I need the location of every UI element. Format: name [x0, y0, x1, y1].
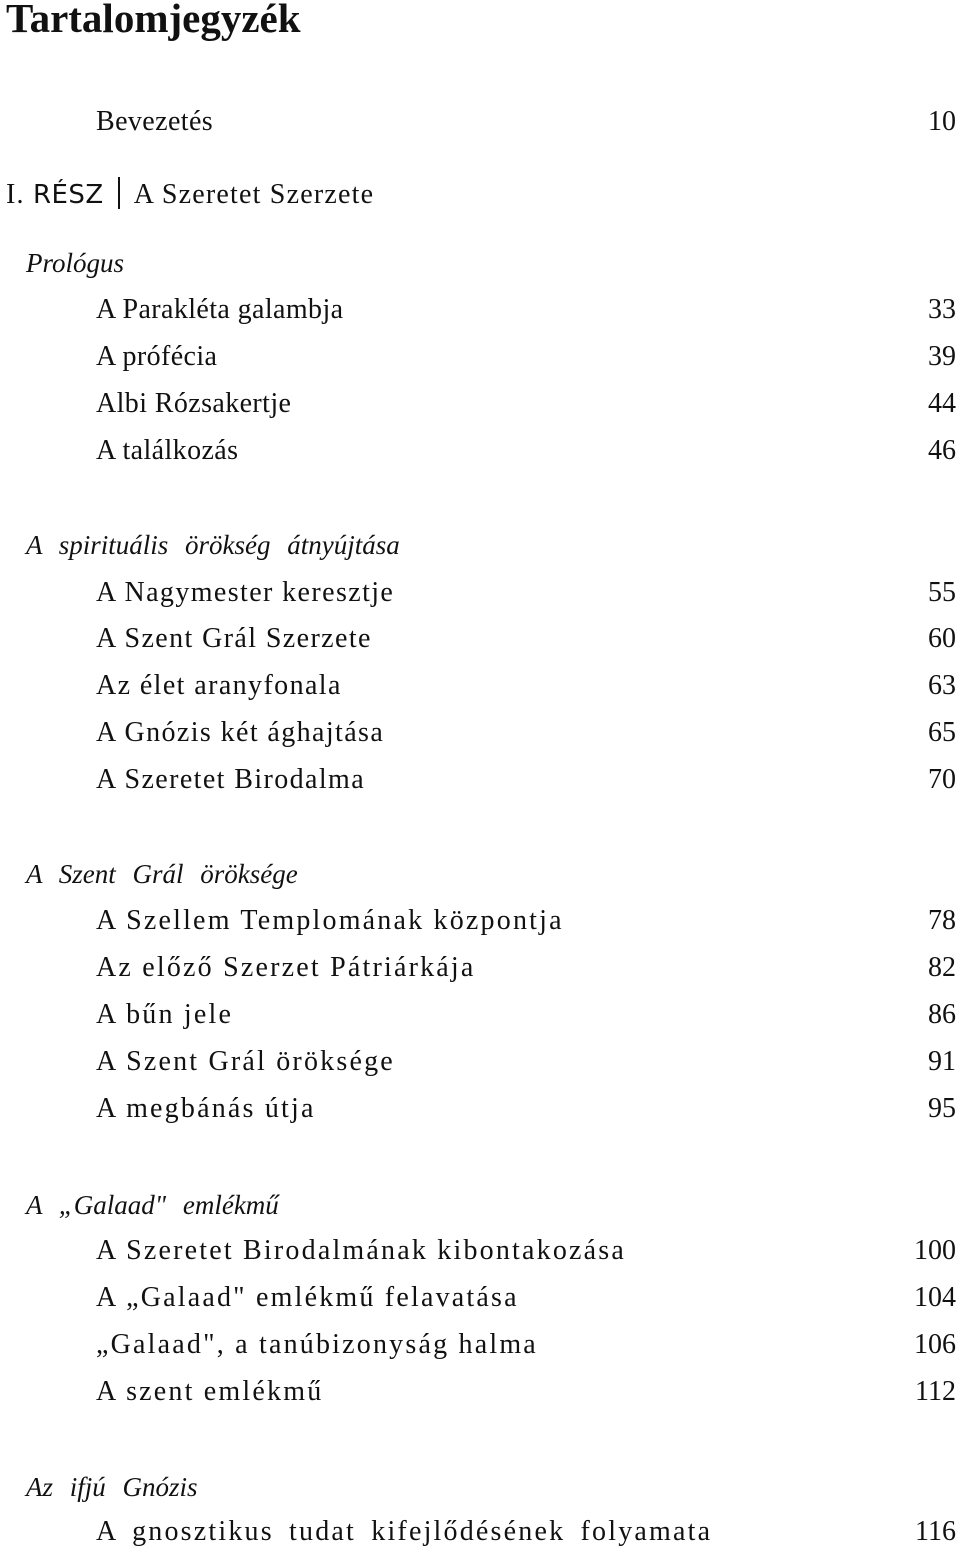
toc-entry [0, 1512, 960, 1552]
toc-entry-page: 44 [928, 388, 956, 419]
toc-entry-label: A Szeretet Birodalma [96, 764, 366, 795]
toc-entry [0, 948, 960, 988]
toc-entry-page: 78 [928, 905, 956, 936]
toc-entry-label: A szent emlékmű [96, 1376, 324, 1407]
toc-entry-label: Albi Rózsakertje [96, 388, 292, 419]
toc-entry-page: 39 [928, 341, 956, 372]
part-divider [118, 177, 120, 209]
toc-entry [0, 1278, 960, 1318]
toc-entry [0, 431, 960, 471]
toc-entry-page: 91 [928, 1046, 956, 1077]
toc-entry [0, 290, 960, 330]
section-heading: A spirituális örökség átnyújtása [26, 530, 400, 560]
toc-entry [0, 1042, 960, 1082]
toc-entry-label: Az élet aranyfonala [96, 670, 342, 701]
toc-entry-label: A Szeretet Birodalmának kibontakozása [96, 1235, 627, 1266]
toc-entry-label: A Gnózis két ághajtása [96, 717, 385, 748]
toc-entry-page: 82 [928, 952, 956, 983]
section-heading: A „Galaad" emlékmű [26, 1190, 279, 1220]
toc-entry-label: A Nagymester keresztje [96, 577, 395, 608]
toc-entry [0, 384, 960, 424]
toc-entry [0, 1372, 960, 1412]
toc-entry [0, 901, 960, 941]
toc-entry-label: Az előző Szerzet Pátriárkája [96, 952, 476, 983]
part-heading [6, 172, 374, 218]
section-heading: Az ifjú Gnózis [26, 1472, 198, 1502]
toc-entry-page: 106 [914, 1329, 956, 1360]
toc-entry-page: 104 [914, 1282, 956, 1313]
toc-entry [0, 1089, 960, 1129]
toc-entry-label: A gnosztikus tudat kifejlődésének folyamata [96, 1516, 713, 1547]
toc-entry-label: A bűn jele [96, 999, 234, 1030]
toc-entry-page: 100 [914, 1235, 956, 1266]
toc-entry-label: A „Galaad" emlékmű felavatása [96, 1282, 519, 1313]
toc-entry-page: 65 [928, 717, 956, 748]
page-title: Tartalomjegyzék [6, 0, 301, 41]
section-heading: A Szent Grál öröksége [26, 859, 298, 889]
toc-entry-page: 10 [928, 106, 956, 137]
toc-entry-page: 95 [928, 1093, 956, 1124]
part-number: I. [6, 179, 25, 210]
toc-entry [0, 573, 960, 613]
toc-entry-page: 70 [928, 764, 956, 795]
toc-entry-page: 60 [928, 623, 956, 654]
toc-entry-label: A Szent Grál Szerzete [96, 623, 372, 654]
toc-entry-label: A Szellem Templomának központja [96, 905, 564, 936]
toc-entry-label: A megbánás útja [96, 1093, 316, 1124]
toc-entry-label: „Galaad", a tanúbizonyság halma [96, 1329, 538, 1360]
toc-entry [0, 1231, 960, 1271]
toc-entry [0, 760, 960, 800]
toc-entry-page: 116 [915, 1516, 956, 1547]
toc-entry-label: A Parakléta galambja [96, 294, 344, 325]
toc-entry-label: Bevezetés [96, 106, 214, 137]
part-title: A Szeretet Szerzete [133, 179, 375, 210]
toc-entry-page: 112 [915, 1376, 956, 1407]
toc-entry-page: 33 [928, 294, 956, 325]
toc-entry-page: 63 [928, 670, 956, 701]
toc-entry [0, 995, 960, 1035]
section-heading: Prológus [26, 248, 125, 278]
toc-entry [0, 1325, 960, 1365]
toc-entry-label: A Szent Grál öröksége [96, 1046, 395, 1077]
toc-entry-page: 55 [928, 577, 956, 608]
toc-entry-label: A találkozás [96, 435, 239, 466]
toc-entry-intro [0, 102, 960, 142]
toc-entry-label: A prófécia [96, 341, 218, 372]
toc-entry-page: 86 [928, 999, 956, 1030]
toc-entry [0, 713, 960, 753]
toc-entry [0, 666, 960, 706]
toc-entry-page: 46 [928, 435, 956, 466]
toc-entry [0, 619, 960, 659]
toc-entry [0, 337, 960, 377]
part-label: RÉSZ [32, 180, 104, 210]
